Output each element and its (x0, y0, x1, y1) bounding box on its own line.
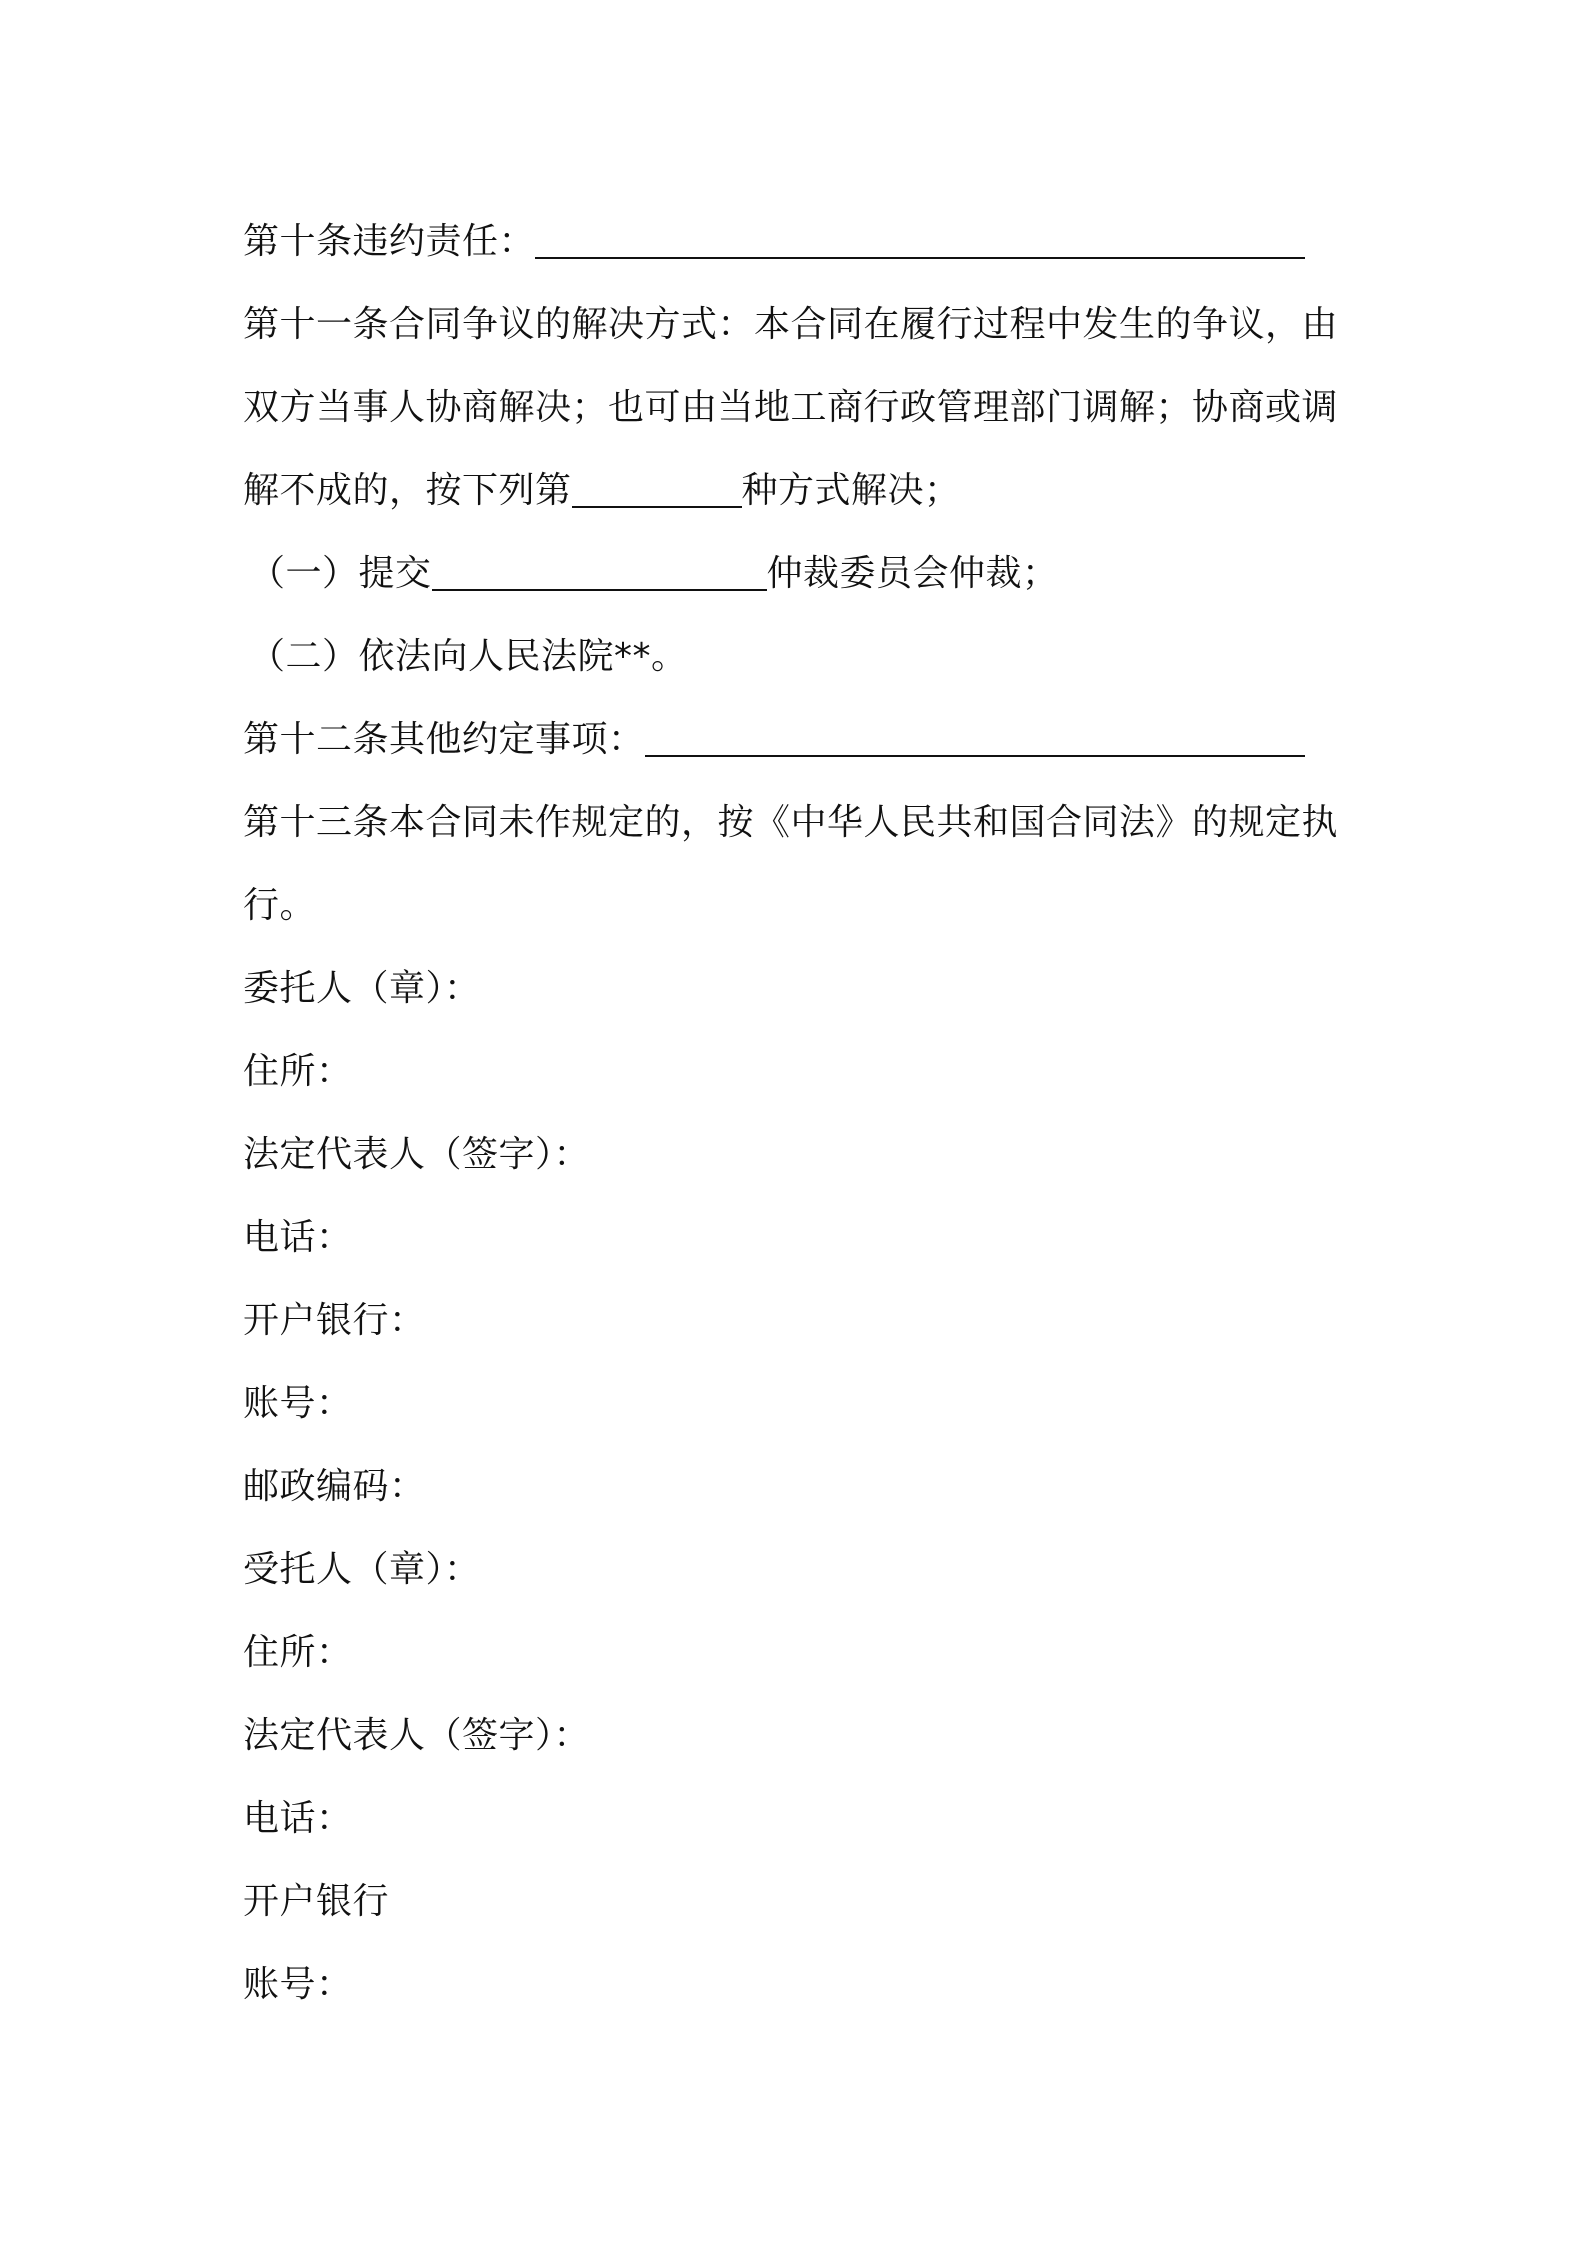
option-1-pre: （一）提交 (249, 553, 432, 594)
option-2: （二）依法向人民法院**。 (249, 636, 688, 677)
article-11-line-3 (243, 449, 1373, 532)
option-1 (243, 532, 1373, 615)
agent-title: 受托人（章）： (243, 1549, 481, 1590)
article-10-label: 第十条违约责任： (243, 221, 536, 262)
article-12-label: 第十二条其他约定事项： (243, 719, 645, 760)
article-10 (243, 200, 1373, 283)
agent-account: 账号： (243, 1964, 353, 2005)
article-13-line-1: 第十三条本合同未作规定的，按《中华人民共和国合同法》的规定执 (243, 802, 1339, 843)
agent-legal-rep: 法定代表人（签字）： (243, 1715, 591, 1756)
principal-postcode: 邮政编码： (243, 1466, 426, 1507)
option-1-post: 仲裁委员会仲裁； (766, 553, 1059, 594)
principal-account: 账号： (243, 1383, 353, 1424)
article-11-line-1: 第十一条合同争议的解决方式：本合同在履行过程中发生的争议，由 (243, 304, 1339, 345)
method-number-blank (572, 470, 742, 508)
other-matters-blank (645, 719, 1305, 757)
principal-bank: 开户银行： (243, 1300, 426, 1341)
article-11-line-2: 双方当事人协商解决；也可由当地工商行政管理部门调解；协商或调 (243, 387, 1339, 428)
article-11-line-3-pre: 解不成的，按下列第 (243, 470, 572, 511)
agent-phone: 电话： (243, 1798, 353, 1839)
breach-liability-blank (535, 221, 1305, 259)
document-page (243, 200, 1373, 2026)
principal-legal-rep: 法定代表人（签字）： (243, 1134, 591, 1175)
principal-address: 住所： (243, 1051, 353, 1092)
article-12 (243, 698, 1373, 781)
principal-phone: 电话： (243, 1217, 353, 1258)
agent-bank: 开户银行 (243, 1881, 390, 1922)
agent-address: 住所： (243, 1632, 353, 1673)
article-13-line-2: 行。 (243, 885, 317, 926)
principal-title: 委托人（章）： (243, 968, 481, 1009)
article-11-line-3-post: 种方式解决； (741, 470, 961, 511)
arbitration-committee-blank (432, 553, 767, 591)
